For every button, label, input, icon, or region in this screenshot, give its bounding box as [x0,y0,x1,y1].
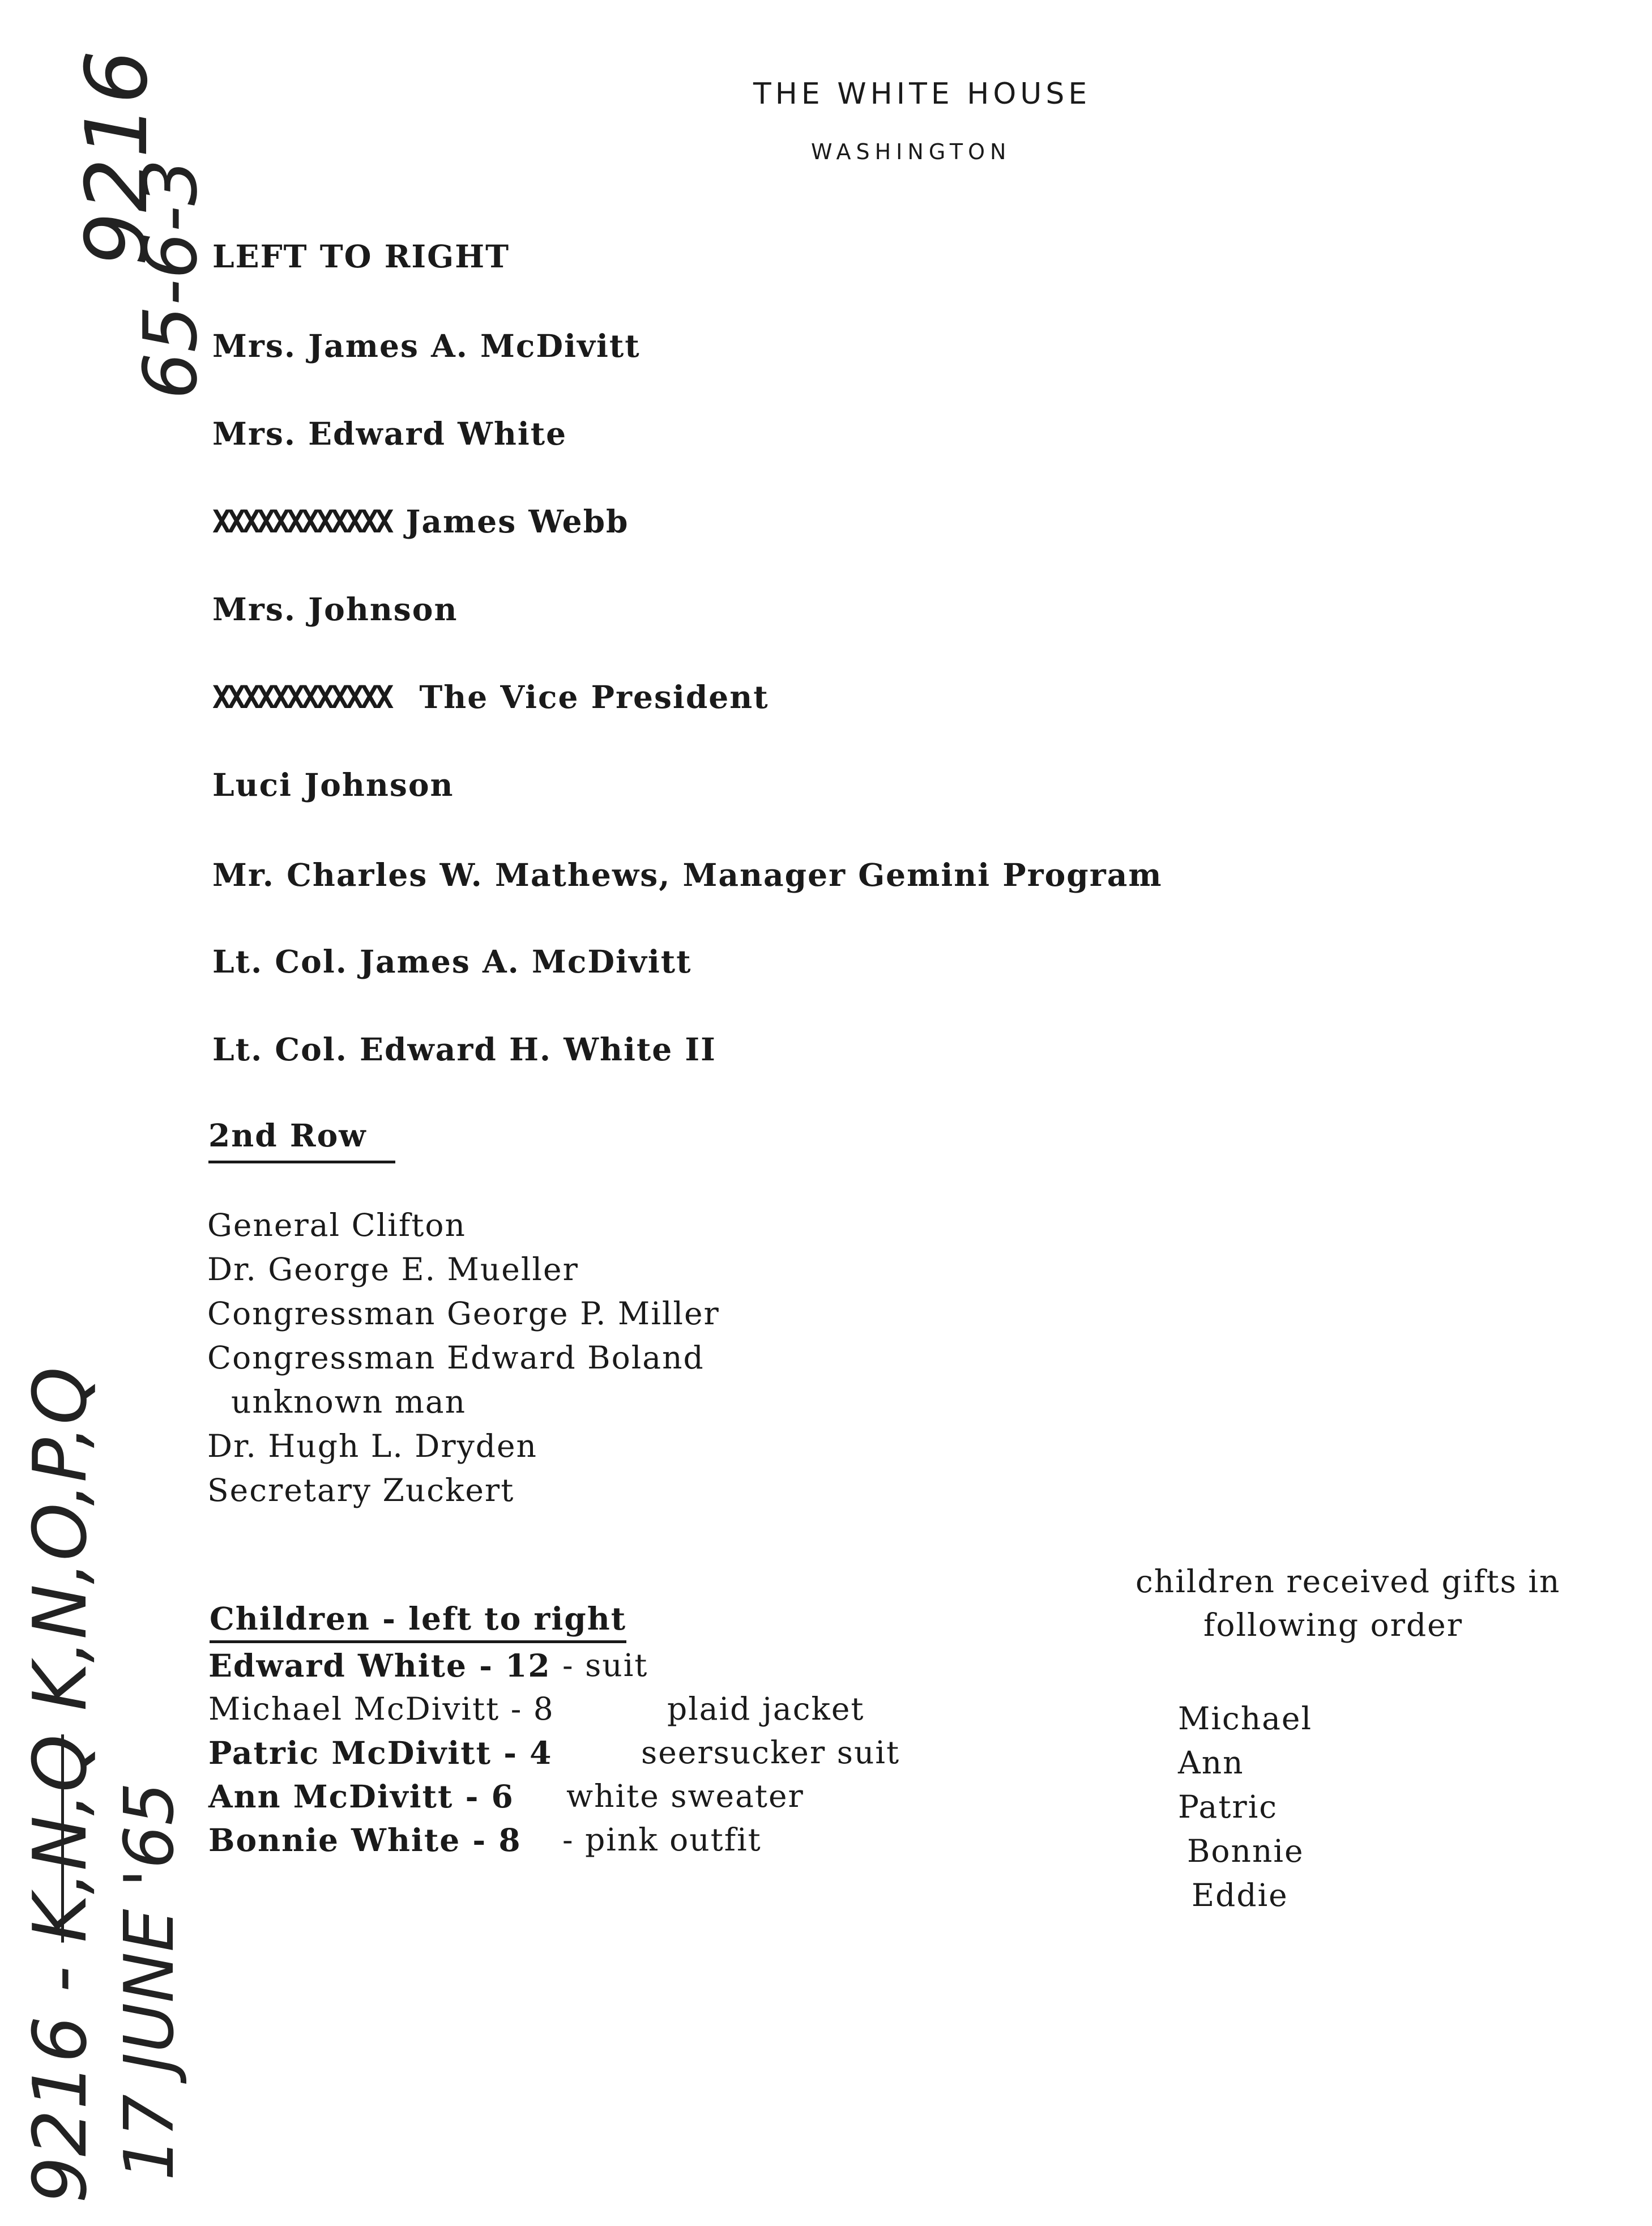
gift-order-item: Bonnie [1187,1833,1304,1869]
first-row-name-text: The Vice President [419,679,769,715]
second-row-name: Dr. George E. Mueller [207,1251,579,1287]
letterhead-title: THE WHITE HOUSE [753,77,1091,111]
second-row-name: Congressman George P. Miller [207,1295,720,1332]
child-name-age: Michael McDivitt - 8 [208,1691,554,1727]
handwritten-frame-list [17,1367,103,2203]
first-row-name-9: Lt. Col. Edward H. White II [212,1031,716,1068]
typed-overstrike: XXXXXXXXXXXX [212,504,390,540]
gift-order-item: Patric [1178,1789,1278,1825]
first-row-name-2: Mrs. Edward White [212,415,567,452]
handwritten-struck-frames: K,N,Q [17,1734,103,1943]
first-row-name-5 [212,679,769,715]
second-row-list [207,1203,720,1512]
child-name-age: Bonnie White - 8 [208,1822,522,1858]
child-name-age: Ann McDivitt - 6 [208,1778,514,1815]
second-row-name: Secretary Zuckert [207,1472,515,1508]
gift-order-item: Eddie [1192,1877,1288,1913]
first-row-heading: LEFT TO RIGHT [212,238,510,275]
second-row-heading-text: 2nd Row [208,1117,395,1163]
typed-overstrike: XXXXXXXXXXXX [212,679,390,715]
children-heading [210,1600,626,1643]
first-row-name-6: Luci Johnson [212,766,454,803]
gift-order-item: Michael [1178,1700,1313,1737]
gifts-heading-line-1: children received gifts in [1136,1563,1561,1600]
first-row-name-text: James Webb [405,503,629,540]
gifts-order-list [1178,1696,1312,1917]
gift-order-item: Ann [1178,1745,1244,1781]
letterhead-subtitle: WASHINGTON [811,139,1011,164]
child-outfit: plaid jacket [667,1691,865,1727]
first-row-name-7: Mr. Charles W. Mathews, Manager Gemini Program [212,856,1163,893]
child-outfit: - pink outfit [562,1822,762,1858]
handwritten-date: 17 JUNE '65 [110,1782,189,2181]
handwritten-photo-number: 9216 [68,50,167,266]
handwritten-roll-number: 65-6-3 [127,159,214,399]
first-row-name-4: Mrs. Johnson [212,591,458,628]
second-row-heading [208,1117,395,1163]
first-row-name-8: Lt. Col. James A. McDivitt [212,943,692,980]
second-row-name: Congressman Edward Boland [207,1340,705,1376]
child-outfit: white sweater [566,1778,804,1814]
child-name-age: Patric McDivitt - 4 [208,1734,553,1771]
second-row-name: Dr. Hugh L. Dryden [207,1428,537,1464]
child-outfit: seersucker suit [641,1734,900,1771]
children-heading-text: Children - left to right [210,1600,626,1643]
second-row-name: General Clifton [207,1207,466,1243]
child-outfit: - suit [562,1647,648,1683]
gifts-heading-line-2: following order [1203,1607,1463,1643]
handwritten-frame-prefix: 9216 - [17,1942,103,2203]
second-row-name: unknown man [231,1384,467,1420]
child-name-age: Edward White - 12 [208,1647,551,1684]
children-list [208,1647,1001,1874]
first-row-name-3 [212,503,629,540]
first-row-name-1: Mrs. James A. McDivitt [212,327,641,364]
handwritten-frames: K,N,O,P,Q [17,1367,103,1735]
